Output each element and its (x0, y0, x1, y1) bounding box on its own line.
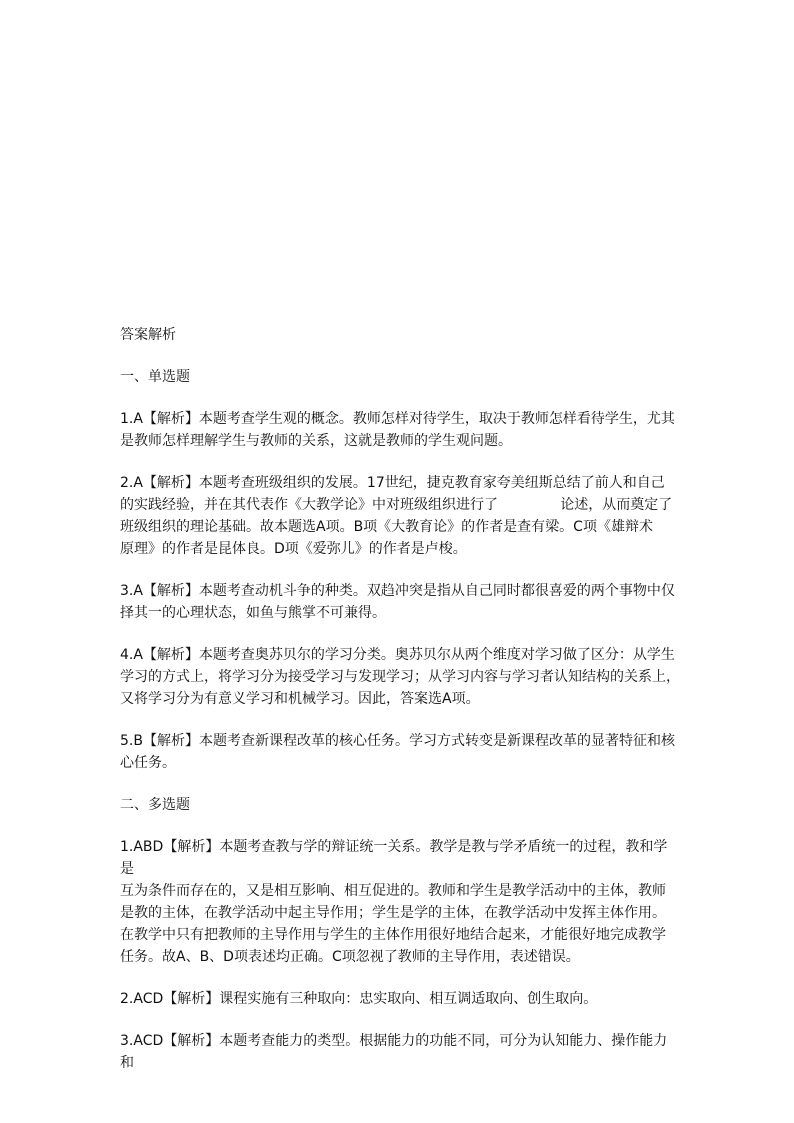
explanation-line: 是教的主体，在教学活动中起主导作用；学生是学的主体，在教学活动中发挥主体作用。 (120, 905, 666, 921)
explanation-line: 3.ACD【解析】本题考查能力的类型。根据能力的功能不同，可分为认知能力、操作能力和 (120, 1033, 668, 1071)
answer-explanation (120, 644, 680, 710)
explanation-line: 心任务。 (120, 755, 176, 771)
answer-explanation (120, 580, 680, 624)
answer-explanation (120, 472, 680, 560)
multiple-choice-list (120, 836, 680, 1074)
explanation-line: 原理》的作者是昆体良。D项《爱弥儿》的作者是卢梭。 (120, 541, 467, 557)
explanation-line: 学习的方式上，将学习分为接受学习与发现学习；从学习内容与学习者认知结构的关系上， (120, 669, 680, 685)
explanation-line: 4.A【解析】本题考查奥苏贝尔的学习分类。奥苏贝尔从两个维度对学习做了区分：从学生 (120, 647, 675, 663)
explanation-line: 5.B【解析】本题考查新课程改革的核心任务。学习方式转变是新课程改革的显著特征和核 (120, 733, 675, 749)
answer-explanation (120, 1030, 680, 1074)
explanation-line: 任务。故A、B、D项表述均正确。C项忽视了教师的主导作用，表述错误。 (120, 949, 580, 965)
explanation-line: 的实践经验，并在其代表作《大教学论》中对班级组织进行了 论述，从而奠定了 (120, 497, 673, 513)
explanation-line: 2.ACD【解析】课程实施有三种取向：忠实取向、相互调适取向、创生取向。 (120, 991, 598, 1007)
explanation-line: 在教学中只有把教师的主导作用与学生的主体作用很好地结合起来，才能很好地完成教学 (120, 927, 666, 943)
answer-explanation (120, 988, 680, 1010)
explanation-line: 又将学习分为有意义学习和机械学习。因此，答案选A项。 (120, 691, 480, 707)
explanation-line: 2.A【解析】本题考查班级组织的发展。17世纪，捷克教育家夸美纽斯总结了前人和自己 (120, 475, 665, 491)
explanation-line: 班级组织的理论基础。故本题选A项。B项《大教育论》的作者是查有梁。C项《雄辩术 (120, 519, 653, 535)
answer-explanation (120, 836, 680, 968)
explanation-line: 3.A【解析】本题考查动机斗争的种类。双趋冲突是指从自己同时都很喜爱的两个事物中仅 (120, 583, 675, 599)
answer-explanation (120, 730, 680, 774)
explanation-line: 1.ABD【解析】本题考查教与学的辩证统一关系。教学是教与学矛盾统一的过程，教和学是 (120, 839, 668, 877)
explanation-line: 是教师怎样理解学生与教师的关系，这就是教师的学生观问题。 (120, 433, 512, 449)
explanation-line: 择其一的心理状态，如鱼与熊掌不可兼得。 (120, 605, 386, 621)
explanation-line: 1.A【解析】本题考查学生观的概念。教师怎样对待学生，取决于教师怎样看待学生，尤其 (120, 411, 675, 427)
explanation-line: 互为条件而存在的，又是相互影响、相互促进的。教师和学生是教学活动中的主体，教师 (120, 883, 666, 899)
single-choice-list (120, 408, 680, 774)
section-heading-multiple-choice: 二、多选题 (120, 797, 190, 813)
document-title: 答案解析 (120, 327, 176, 343)
section-heading-single-choice: 一、单选题 (120, 369, 190, 385)
answer-explanation (120, 408, 680, 452)
answer-document (120, 324, 680, 1094)
